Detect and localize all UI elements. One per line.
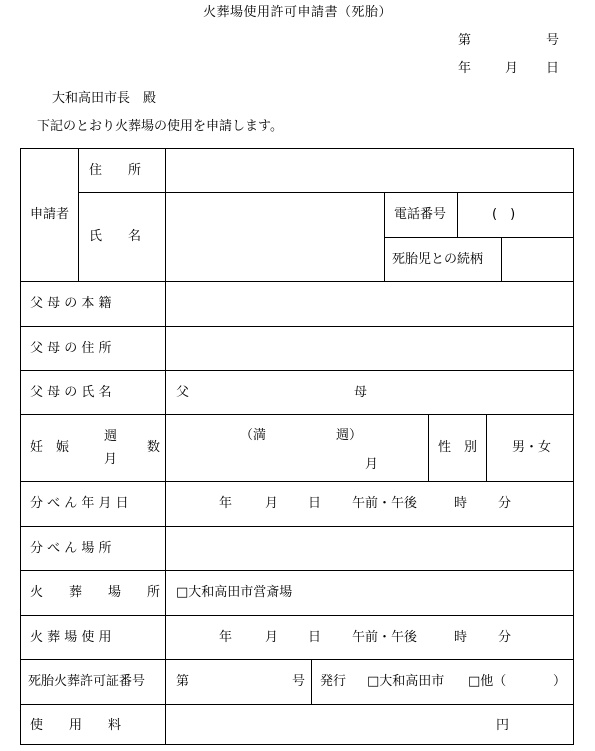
- name-label: 氏 名: [89, 229, 142, 244]
- pregnancy-count-label: 数: [147, 440, 161, 455]
- pregnancy-week-value: 週）: [336, 428, 363, 443]
- mother-label: 母: [354, 385, 368, 400]
- delivery-place-label: 分 べ ん 場 所: [30, 541, 112, 556]
- relation-label: 死胎児との続柄: [392, 252, 484, 267]
- pregnancy-month-value: 月: [365, 457, 379, 472]
- delivery-date-month: 月: [265, 496, 279, 511]
- parents-name-label: 父 母 の 氏 名: [30, 385, 112, 400]
- applicant-label: 申請者: [30, 207, 70, 222]
- pregnancy-month-label: 月: [104, 452, 118, 467]
- use-date-minute: 分: [498, 630, 512, 645]
- date-day: 日: [546, 61, 560, 76]
- pregnancy-full: （満: [240, 428, 267, 443]
- intro-text: 下記のとおり火葬場の使用を申請します。: [37, 119, 283, 134]
- use-date-hour: 時: [454, 630, 468, 645]
- crematorium-value: □大和高田市営斎場: [176, 585, 293, 600]
- delivery-date-label: 分 べ ん 年 月 日: [30, 496, 129, 511]
- sex-value: 男・女: [512, 440, 552, 455]
- number-prefix: 第: [458, 33, 472, 48]
- phone-label: 電話番号: [394, 207, 447, 222]
- use-date-label: 火 葬 場 使 用: [30, 630, 112, 645]
- permit-label: 死胎火葬許可証番号: [28, 674, 146, 689]
- issue-other-close: ）: [553, 674, 567, 689]
- fee-unit: 円: [496, 718, 510, 733]
- delivery-date-ampm: 午前・午後: [352, 496, 418, 511]
- use-date-year: 年: [219, 630, 233, 645]
- date-month: 月: [505, 61, 519, 76]
- number-suffix: 号: [546, 33, 560, 48]
- issue-other: □他（: [468, 674, 507, 689]
- permit-suffix: 号: [292, 674, 306, 689]
- address-label: 住 所: [89, 163, 142, 178]
- use-date-month: 月: [265, 630, 279, 645]
- use-date-day: 日: [308, 630, 322, 645]
- father-label: 父: [176, 385, 190, 400]
- crematorium-label: 火 葬 場 所: [30, 585, 161, 600]
- delivery-date-year: 年: [219, 496, 233, 511]
- delivery-date-day: 日: [308, 496, 322, 511]
- delivery-date-minute: 分: [498, 496, 512, 511]
- phone-value: ( ): [492, 207, 516, 222]
- pregnancy-label: 妊 娠: [30, 440, 70, 455]
- issue-city: □大和高田市: [367, 674, 445, 689]
- delivery-date-hour: 時: [454, 496, 468, 511]
- use-date-ampm: 午前・午後: [352, 630, 418, 645]
- parents-domicile-label: 父 母 の 本 籍: [30, 296, 112, 311]
- pregnancy-week-label: 週: [104, 429, 118, 444]
- issue-label: 発行: [320, 674, 347, 689]
- page-title: 火葬場使用許可申請書（死胎）: [202, 5, 392, 20]
- addressee: 大和高田市長 殿: [52, 91, 157, 106]
- sex-label: 性 別: [438, 440, 478, 455]
- permit-prefix: 第: [176, 674, 190, 689]
- date-year: 年: [458, 61, 472, 76]
- parents-address-label: 父 母 の 住 所: [30, 341, 112, 356]
- fee-label: 使 用 料: [30, 718, 122, 733]
